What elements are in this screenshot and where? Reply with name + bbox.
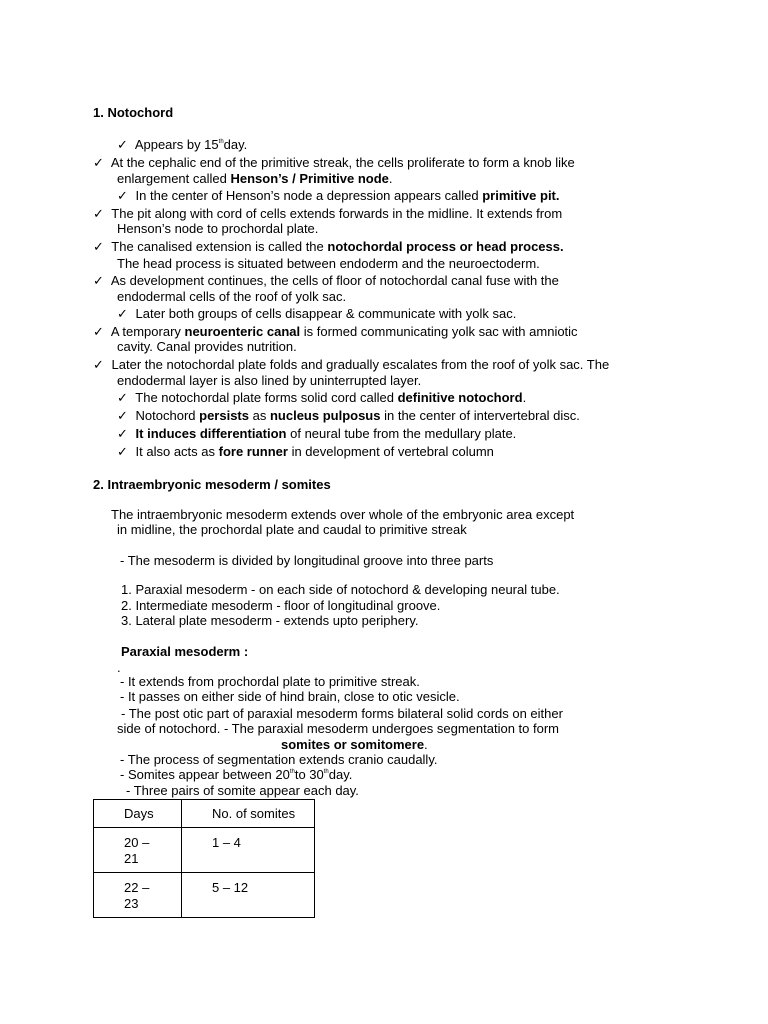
item-text: Appears by 15 bbox=[134, 137, 219, 152]
item-continuation: endodermal cells of the roof of yolk sac. bbox=[117, 289, 347, 304]
header-days: Days bbox=[94, 800, 182, 828]
item-text: is formed communicating yolk sac with amniotic bbox=[300, 324, 578, 339]
item-text: in the center of intervertebral disc. bbox=[380, 408, 580, 423]
item-text: The pit along with cord of cells extends forwards in the midline. It extends from bbox=[111, 206, 563, 221]
table-header-row bbox=[94, 800, 315, 828]
item-text: - Somites appear between 20 bbox=[120, 767, 290, 782]
item-text: A temporary bbox=[110, 324, 185, 339]
division-text: - The mesoderm is divided by longitudinal groove into three parts bbox=[120, 553, 494, 568]
superscript: th bbox=[218, 139, 224, 145]
check-item bbox=[117, 390, 526, 406]
item-continuation bbox=[117, 171, 393, 187]
bold-term: neuroenteric canal bbox=[184, 324, 301, 339]
header-somites: No. of somites bbox=[182, 800, 315, 828]
check-item bbox=[117, 444, 494, 460]
paraxial-point bbox=[281, 737, 428, 753]
intro-text: in midline, the prochordal plate and caudal to primitive streak bbox=[117, 522, 467, 537]
days-line: 23 bbox=[124, 896, 139, 911]
bold-term: primitive pit. bbox=[482, 188, 560, 203]
bold-term: notochordal process or head process. bbox=[327, 239, 564, 254]
item-text: In the center of Henson’s node a depression appears called bbox=[135, 188, 483, 203]
cell-days bbox=[94, 873, 182, 918]
part-item: 3. Lateral plate mesoderm - extends upto periphery. bbox=[121, 613, 419, 628]
check-item bbox=[93, 155, 575, 171]
item-text: day. bbox=[328, 767, 353, 782]
paraxial-point: side of notochord. - The paraxial mesoderm undergoes segmentation to form bbox=[117, 721, 559, 736]
check-item bbox=[117, 188, 560, 204]
days-line: 22 – bbox=[124, 880, 150, 895]
intro-text: The intraembryonic mesoderm extends over whole of the embryonic area except bbox=[111, 507, 575, 522]
item-text: to 30 bbox=[294, 767, 324, 782]
bold-term: fore runner bbox=[218, 444, 288, 459]
item-text: It also acts as bbox=[135, 444, 219, 459]
paraxial-point bbox=[120, 767, 352, 783]
bold-term: somites or somitomere bbox=[281, 737, 425, 752]
part-item: 2. Intermediate mesoderm - floor of longitudinal groove. bbox=[121, 598, 441, 613]
item-text: Later both groups of cells disappear & communicate with yolk sac. bbox=[135, 306, 517, 321]
item-text: The canalised extension is called the bbox=[111, 239, 328, 254]
table-row bbox=[94, 828, 315, 873]
item-continuation: Henson’s node to prochordal plate. bbox=[117, 221, 319, 236]
cell-days bbox=[94, 828, 182, 873]
item-text: Notochord bbox=[135, 408, 200, 423]
check-item bbox=[93, 324, 578, 340]
paraxial-point: - It extends from prochordal plate to primitive streak. bbox=[120, 674, 420, 689]
paraxial-point: - The process of segmentation extends cranio caudally. bbox=[120, 752, 438, 767]
paraxial-point: - It passes on either side of hind brain, close to otic vesicle. bbox=[120, 689, 460, 704]
cell-count: 1 – 4 bbox=[182, 828, 315, 873]
section-heading-notochord: 1. Notochord bbox=[93, 105, 174, 120]
bold-term: nucleus pulposus bbox=[269, 408, 381, 423]
paraxial-point: - Three pairs of somite appear each day. bbox=[126, 783, 359, 798]
item-text: . bbox=[388, 171, 393, 186]
section-heading-mesoderm: 2. Intraembryonic mesoderm / somites bbox=[93, 477, 331, 492]
cell-count: 5 – 12 bbox=[182, 873, 315, 918]
days-line: 21 bbox=[124, 851, 139, 866]
item-text: As development continues, the cells of floor of notochordal canal fuse with the bbox=[110, 273, 559, 288]
check-item bbox=[117, 426, 516, 442]
check-item bbox=[117, 408, 580, 424]
item-continuation: The head process is situated between endoderm and the neuroectoderm. bbox=[117, 256, 540, 271]
stray-dot: . bbox=[117, 660, 121, 675]
item-text: in development of vertebral column bbox=[287, 444, 494, 459]
item-text: Later the notochordal plate folds and gradually escalates from the roof of yolk sac. The bbox=[111, 357, 610, 372]
item-text: . bbox=[522, 390, 527, 405]
item-continuation: endodermal layer is also lined by uninterrupted layer. bbox=[117, 373, 422, 388]
check-item bbox=[117, 137, 247, 153]
item-text: The notochordal plate forms solid cord called bbox=[135, 390, 398, 405]
somites-table bbox=[93, 799, 315, 918]
bold-term: Henson’s / Primitive node bbox=[230, 171, 389, 186]
item-text: . bbox=[424, 737, 428, 752]
superscript: th bbox=[289, 769, 295, 775]
paraxial-heading: Paraxial mesoderm : bbox=[121, 644, 249, 659]
check-item bbox=[93, 239, 564, 255]
superscript: th bbox=[323, 769, 329, 775]
item-text: of neural tube from the medullary plate. bbox=[286, 426, 517, 441]
bold-term: It induces differentiation bbox=[135, 426, 287, 441]
bold-term: definitive notochord bbox=[397, 390, 523, 405]
item-text: as bbox=[249, 408, 270, 423]
paraxial-point: - The post otic part of paraxial mesoderm forms bilateral solid cords on either bbox=[121, 706, 563, 721]
check-item bbox=[93, 357, 609, 373]
check-item bbox=[117, 306, 516, 322]
item-continuation: cavity. Canal provides nutrition. bbox=[117, 339, 297, 354]
table-row bbox=[94, 873, 315, 918]
check-item bbox=[93, 273, 559, 289]
item-text: enlargement called bbox=[117, 171, 231, 186]
item-text: day. bbox=[223, 137, 248, 152]
part-item: 1. Paraxial mesoderm - on each side of notochord & developing neural tube. bbox=[121, 582, 560, 597]
check-item bbox=[93, 206, 562, 222]
days-line: 20 – bbox=[124, 835, 150, 850]
item-text: At the cephalic end of the primitive streak, the cells proliferate to form a knob like bbox=[110, 155, 575, 170]
bold-term: persists bbox=[199, 408, 249, 423]
